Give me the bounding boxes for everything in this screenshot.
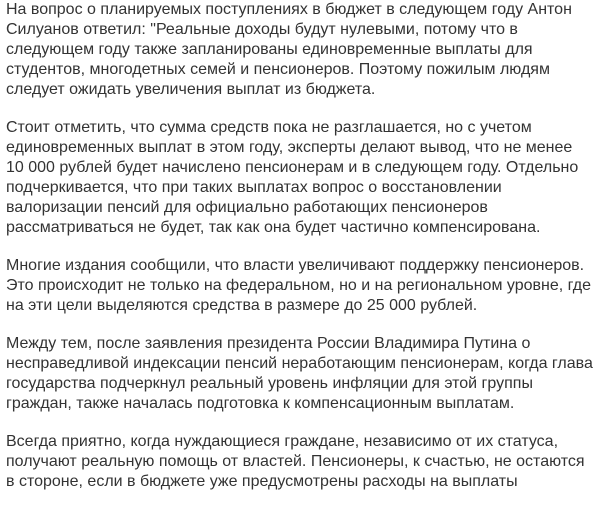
text-line: Это происходит не только на федеральном, но и на региональном уровне, где: [6, 277, 591, 294]
text-line: государства подчеркнул реальный уровень инфляции для этой группы: [6, 375, 533, 392]
paragraph-5: [6, 432, 603, 492]
text-line: Стоит отметить, что сумма средств пока не разглашается, но с учетом: [6, 119, 532, 136]
text-line: получают реальную помощь от властей. Пенсионеры, к счастью, не остаются: [6, 453, 585, 470]
text-line: рассматриваться не будет, так как она будет частично компенсирована.: [6, 219, 541, 236]
paragraph-1: [6, 0, 603, 100]
paragraph-4: [6, 334, 603, 414]
text-line: следующем году также запланированы единовременные выплаты для: [6, 41, 533, 58]
text-line: На вопрос о планируемых поступлениях в бюджет в следующем году Антон: [6, 1, 572, 18]
text-line: студентов, многодетных семей и пенсионеров. Поэтому пожилым людям: [6, 61, 550, 78]
text-line: следует ожидать увеличения выплат из бюджета.: [6, 81, 376, 98]
article-body: [6, 0, 603, 510]
text-line: единовременных выплат в этом году, эксперты делают вывод, что не менее: [6, 139, 573, 156]
paragraph-2: [6, 118, 603, 238]
text-line: Силуанов ответил: "Реальные доходы будут нулевыми, потому что в: [6, 21, 518, 38]
paragraph-3: [6, 256, 603, 316]
text-line: Между тем, после заявления президента России Владимира Путина о: [6, 335, 531, 352]
text-line: на эти цели выделяются средства в размере до 25 000 рублей.: [6, 297, 478, 314]
text-line: Многие издания сообщили, что власти увеличивают поддержку пенсионеров.: [6, 257, 585, 274]
text-line: Всегда приятно, когда нуждающиеся граждане, независимо от их статуса,: [6, 433, 559, 450]
text-line: подчеркивается, что при таких выплатах вопрос о восстановлении: [6, 179, 502, 196]
text-line: несправедливой индексации пенсий неработающим пенсионерам, когда глава: [6, 355, 593, 372]
text-line: валоризации пенсий для официально работающих пенсионеров: [6, 199, 488, 216]
text-line: в стороне, если в бюджете уже предусмотрены расходы на выплаты: [6, 473, 518, 490]
text-line: 10 000 рублей будет начислено пенсионерам и в следующем году. Отдельно: [6, 159, 579, 176]
text-line: граждан, также началась подготовка к компенсационным выплатам.: [6, 395, 515, 412]
